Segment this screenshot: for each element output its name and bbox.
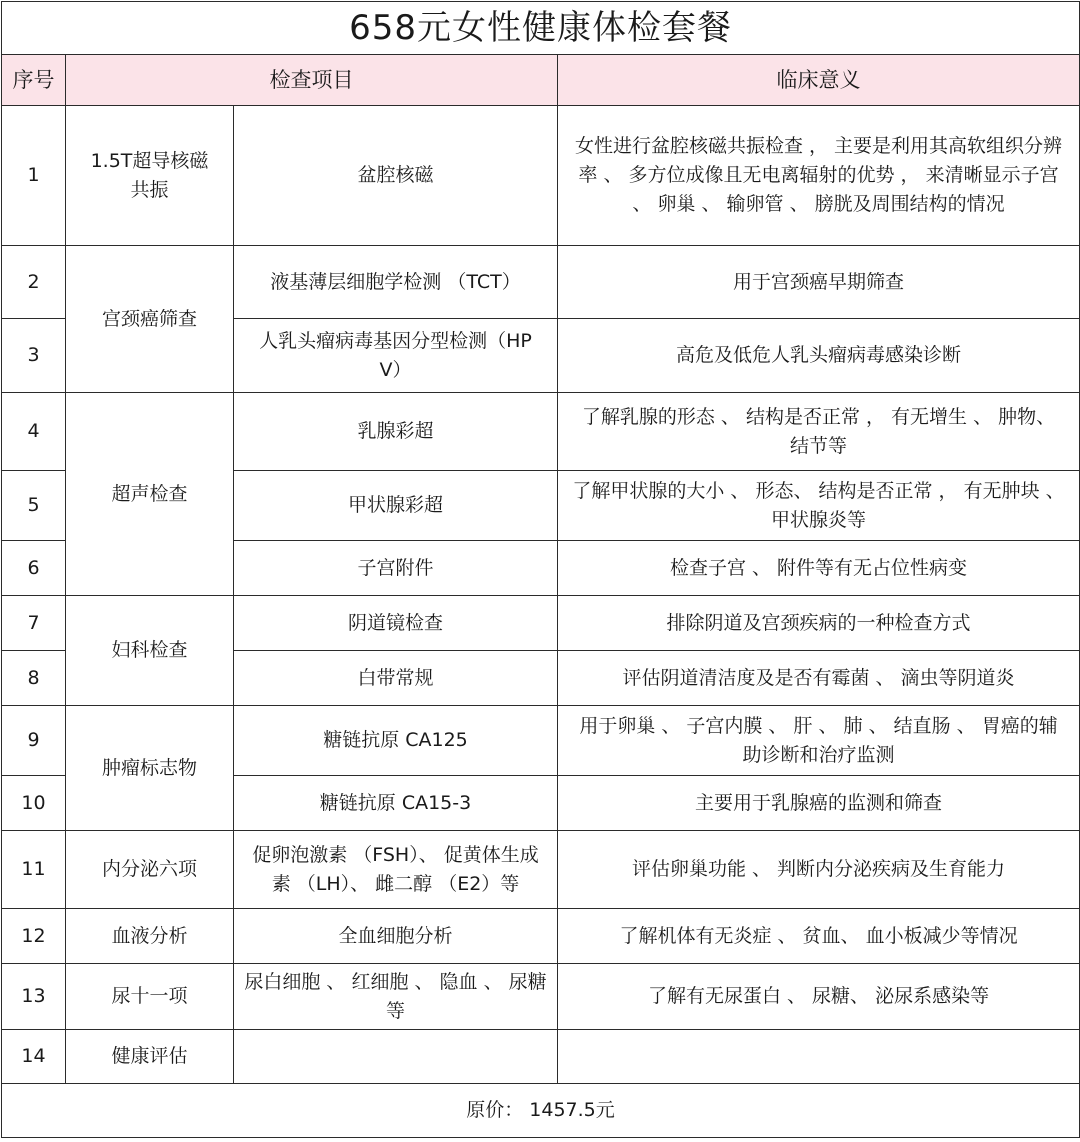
table-row — [2, 596, 1080, 651]
row-number: 4 — [2, 393, 66, 471]
meaning-cell: 女性进行盆腔核磁共振检查 ， 主要是利用其高软组织分辨率 、 多方位成像且无电离辐射的优势 ， 来清晰显示子宫 、 卵巢 、 输卵管 、 膀胱及周围结构的情况 — [558, 106, 1080, 246]
row-number: 13 — [2, 964, 66, 1030]
group-cell: 尿十一项 — [66, 964, 234, 1030]
row-number: 1 — [2, 106, 66, 246]
item-cell: 子宫附件 — [234, 541, 558, 596]
meaning-cell: 主要用于乳腺癌的监测和筛查 — [558, 776, 1080, 831]
item-cell: 人乳头瘤病毒基因分型检测（HPV） — [234, 319, 558, 393]
group-cell: 超声检查 — [66, 393, 234, 596]
row-number: 5 — [2, 471, 66, 541]
meaning-cell: 检查子宫 、 附件等有无占位性病变 — [558, 541, 1080, 596]
item-cell: 甲状腺彩超 — [234, 471, 558, 541]
table-row — [2, 1030, 1080, 1084]
group-cell: 肿瘤标志物 — [66, 706, 234, 831]
header-seq: 序号 — [2, 55, 66, 106]
table-row — [2, 831, 1080, 909]
group-cell: 血液分析 — [66, 909, 234, 964]
row-number: 2 — [2, 246, 66, 319]
header-row — [2, 55, 1080, 106]
table-row — [2, 706, 1080, 776]
meaning-cell: 了解有无尿蛋白 、 尿糖、 泌尿系感染等 — [558, 964, 1080, 1030]
header-item: 检查项目 — [66, 55, 558, 106]
table-row — [2, 964, 1080, 1030]
row-number: 10 — [2, 776, 66, 831]
item-cell: 白带常规 — [234, 651, 558, 706]
row-number: 9 — [2, 706, 66, 776]
item-cell: 尿白细胞 、 红细胞 、 隐血 、 尿糖等 — [234, 964, 558, 1030]
meaning-cell: 排除阴道及宫颈疾病的一种检查方式 — [558, 596, 1080, 651]
meaning-cell: 评估卵巢功能 、 判断内分泌疾病及生育能力 — [558, 831, 1080, 909]
group-cell: 健康评估 — [66, 1030, 234, 1084]
meaning-cell: 了解甲状腺的大小 、 形态、 结构是否正常 ， 有无肿块 、 甲状腺炎等 — [558, 471, 1080, 541]
item-cell: 糖链抗原 CA125 — [234, 706, 558, 776]
table-row — [2, 393, 1080, 471]
header-meaning: 临床意义 — [558, 55, 1080, 106]
group-cell: 内分泌六项 — [66, 831, 234, 909]
table-title: 658元女性健康体检套餐 — [2, 2, 1080, 55]
table-row — [2, 909, 1080, 964]
item-cell: 液基薄层细胞学检测 （TCT） — [234, 246, 558, 319]
meaning-cell: 了解机体有无炎症 、 贫血、 血小板减少等情况 — [558, 909, 1080, 964]
row-number: 12 — [2, 909, 66, 964]
meaning-cell — [558, 1030, 1080, 1084]
row-number: 14 — [2, 1030, 66, 1084]
item-cell: 糖链抗原 CA15-3 — [234, 776, 558, 831]
meaning-cell: 评估阴道清洁度及是否有霉菌 、 滴虫等阴道炎 — [558, 651, 1080, 706]
meaning-cell: 用于卵巢 、 子宫内膜 、 肝 、 肺 、 结直肠 、 胃癌的辅助诊断和治疗监测 — [558, 706, 1080, 776]
item-cell: 促卵泡激素 （FSH）、 促黄体生成素 （LH）、 雌二醇 （E2）等 — [234, 831, 558, 909]
package-table — [1, 1, 1080, 1138]
meaning-cell: 了解乳腺的形态 、 结构是否正常 ， 有无增生 、 肿物、 结节等 — [558, 393, 1080, 471]
item-cell: 全血细胞分析 — [234, 909, 558, 964]
row-number: 11 — [2, 831, 66, 909]
table-row — [2, 106, 1080, 246]
table-row — [2, 246, 1080, 319]
group-cell: 1.5T超导核磁共振 — [66, 106, 234, 246]
row-number: 8 — [2, 651, 66, 706]
item-cell: 乳腺彩超 — [234, 393, 558, 471]
row-number: 6 — [2, 541, 66, 596]
group-cell: 妇科检查 — [66, 596, 234, 706]
package-sheet — [0, 1, 1080, 1142]
meaning-cell: 高危及低危人乳头瘤病毒感染诊断 — [558, 319, 1080, 393]
item-cell: 盆腔核磁 — [234, 106, 558, 246]
original-price: 原价： 1457.5元 — [2, 1084, 1080, 1138]
row-number: 7 — [2, 596, 66, 651]
row-number: 3 — [2, 319, 66, 393]
item-cell — [234, 1030, 558, 1084]
group-cell: 宫颈癌筛查 — [66, 246, 234, 393]
item-cell: 阴道镜检查 — [234, 596, 558, 651]
meaning-cell: 用于宫颈癌早期筛查 — [558, 246, 1080, 319]
